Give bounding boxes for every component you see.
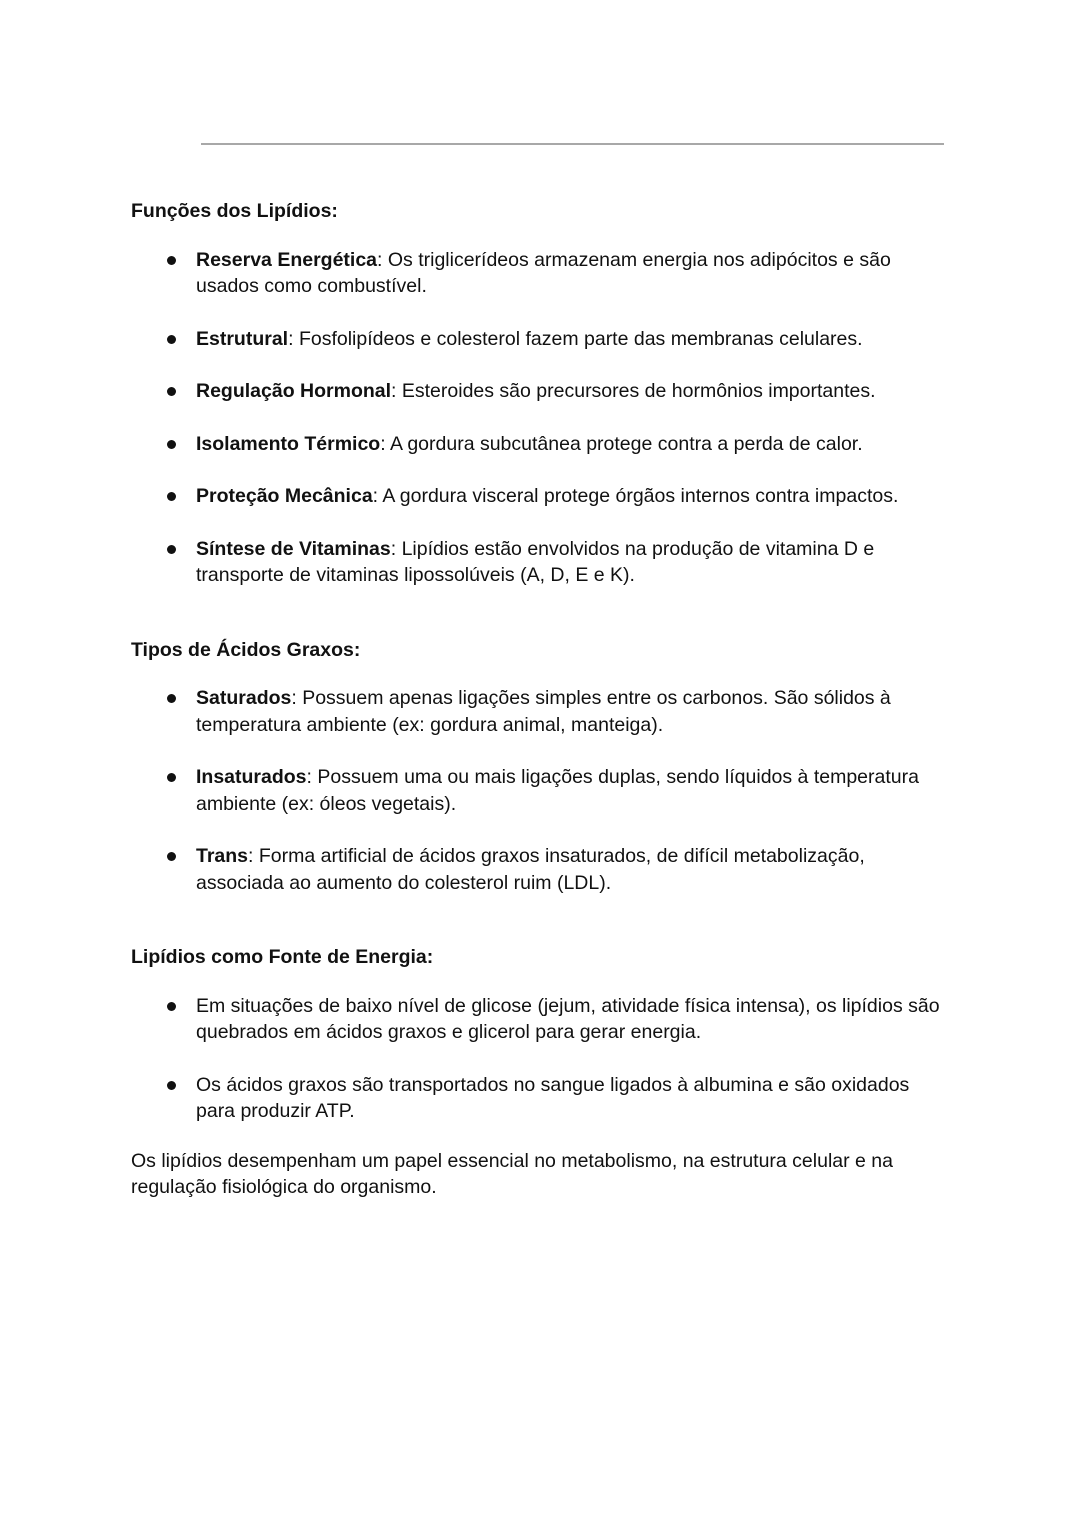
list-item <box>131 1072 951 1125</box>
item-text: : Os triglicerídeos armazenam energia nos adipócitos e são usados como combustível. <box>196 248 891 297</box>
bullet-icon <box>167 387 176 396</box>
section-heading-funcoes: Funções dos Lipídios: <box>131 200 338 222</box>
bullet-icon <box>167 492 176 501</box>
list-item <box>131 326 951 353</box>
closing-paragraph: Os lipídios desempenham um papel essencial no metabolismo, na estrutura celular e na regulação fisiológica do organismo. <box>131 1149 893 1198</box>
item-text: Os ácidos graxos são transportados no sangue ligados à albumina e são oxidados para produzir ATP. <box>196 1073 910 1122</box>
item-text: : Possuem uma ou mais ligações duplas, sendo líquidos à temperatura ambiente (ex: óleos vegetais). <box>196 766 919 815</box>
item-term: Trans <box>196 845 249 867</box>
bullet-icon <box>167 256 176 265</box>
item-text: : A gordura visceral protege órgãos internos contra impactos. <box>372 485 899 507</box>
bullet-list-funcoes <box>131 247 951 589</box>
section-heading-energia: Lipídios como Fonte de Energia: <box>131 946 434 968</box>
list-item <box>131 764 951 817</box>
item-text: : Possuem apenas ligações simples entre os carbonos. São sólidos à temperatura ambiente (ex: gordura animal, manteiga). <box>196 687 891 736</box>
list-item <box>131 685 951 738</box>
item-term: Síntese de Vitaminas <box>196 537 391 560</box>
list-item <box>131 536 951 589</box>
list-item <box>131 993 951 1046</box>
bullet-icon <box>167 1081 176 1090</box>
item-text: : Lipídios estão envolvidos na produção de vitamina D e transporte de vitaminas lipossolúveis (A, D, E e K). <box>196 537 875 586</box>
item-text: : A gordura subcutânea protege contra a perda de calor. <box>380 432 863 455</box>
list-item <box>131 378 951 405</box>
item-term: Estrutural <box>196 327 289 350</box>
bullet-icon <box>167 852 176 861</box>
item-term: Saturados <box>196 687 292 709</box>
list-item <box>131 843 951 896</box>
bullet-list-energia <box>131 993 951 1125</box>
horizontal-rule <box>201 143 944 145</box>
bullet-icon <box>167 694 176 703</box>
bullet-icon <box>167 440 176 449</box>
item-text: : Forma artificial de ácidos graxos insaturados, de difícil metabolização, associada ao aumento do colesterol ruim (LDL). <box>196 845 865 894</box>
item-term: Reserva Energética <box>196 248 378 271</box>
item-term: Insaturados <box>196 766 307 788</box>
bullet-icon <box>167 1002 176 1011</box>
list-item <box>131 483 951 510</box>
document-body <box>131 198 951 1201</box>
bullet-list-tipos <box>131 685 951 896</box>
section-heading-tipos: Tipos de Ácidos Graxos: <box>131 638 361 661</box>
bullet-icon <box>167 773 176 782</box>
item-text: Em situações de baixo nível de glicose (jejum, atividade física intensa), os lipídios são quebrados em ácidos graxos e glicerol para gerar energia. <box>196 994 940 1043</box>
item-text: : Esteroides são precursores de hormônios importantes. <box>391 380 876 402</box>
bullet-icon <box>167 335 176 344</box>
item-term: Isolamento Térmico <box>196 432 381 455</box>
bullet-icon <box>167 545 176 554</box>
list-item <box>131 431 951 458</box>
item-text: : Fosfolipídeos e colesterol fazem parte das membranas celulares. <box>288 327 863 350</box>
list-item <box>131 247 951 300</box>
item-term: Proteção Mecânica <box>196 485 373 507</box>
item-term: Regulação Hormonal <box>196 380 392 402</box>
